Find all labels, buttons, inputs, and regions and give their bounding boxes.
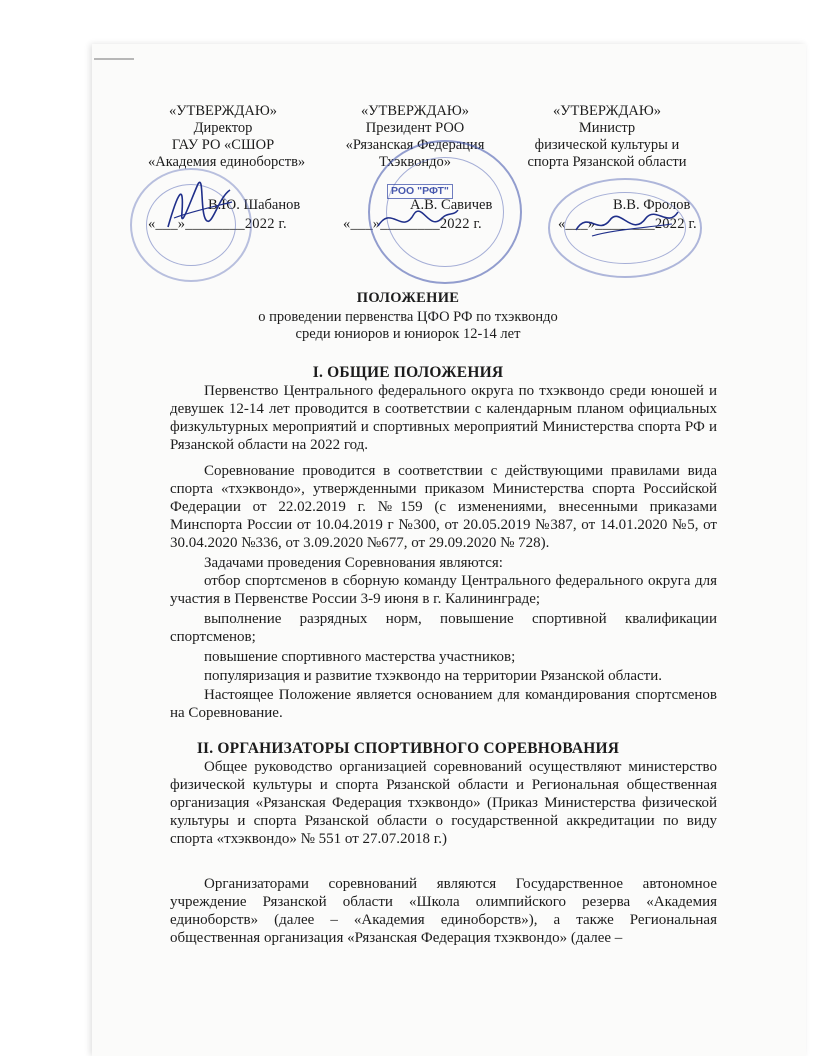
signer-name: В.Ю. Шабанов — [208, 197, 301, 213]
signature-right — [572, 200, 682, 246]
approval-organization: «Рязанская Федерация — [345, 137, 485, 153]
approval-organization-name: «Академия единоборств» — [148, 154, 306, 170]
signer-name: В.В. Фролов — [613, 197, 691, 213]
stamp-badge: РОО "РФТ" — [387, 184, 453, 199]
paragraph: Настоящее Положение является основанием для командирования спортсменов на Соревнование. — [170, 687, 717, 721]
list-item: повышение спортивного мастерства участников; — [204, 649, 516, 665]
signer-name: А.В. Савичев — [410, 197, 493, 213]
document-subtitle: среди юниоров и юниорок 12-14 лет — [295, 326, 521, 342]
paragraph: Организаторами соревнований являются Государственное автономное учреждение Рязанской области «Школа олимпийского резерва «Академия единоборств» (далее – «Академия единоборств»), а также Региональная общественная организация «Рязанская Федерация тхэквондо» (далее – — [170, 876, 717, 946]
paragraph: Общее руководство организацией соревнований осуществляют министерство физической культуры и спорта Рязанской области и Региональная общественная организация «Рязанская Федерация тхэквондо» (Приказ Министерства физической культуры и спорта Рязанской области о государственной аккредитации по виду спорта «тхэквондо» № 551 от 27.07.2018 г.) — [170, 759, 717, 847]
approval-minister — [512, 103, 702, 171]
approval-date: «___»________2022 г. — [148, 216, 287, 232]
approval-date: «___»________2022 г. — [558, 216, 697, 232]
approval-header: «УТВЕРЖДАЮ» — [553, 103, 661, 119]
approval-date: «___»________2022 г. — [343, 216, 482, 232]
approval-position: Директор — [193, 120, 253, 136]
paragraph: Задачами проведения Соревнования являются: — [204, 555, 503, 571]
list-item: популяризация и развитие тхэквондо на территории Рязанской области. — [204, 668, 662, 684]
approval-director — [148, 103, 306, 171]
approval-organization: ГАУ РО «СШОР — [171, 137, 275, 153]
signature-center — [372, 196, 462, 246]
scan-artifact — [94, 58, 134, 60]
list-item: выполнение разрядных норм, повышение спортивной квалификации спортсменов; — [170, 611, 717, 645]
approval-organization-name: спорта Рязанской области — [527, 154, 687, 170]
approval-position: Министр — [578, 120, 636, 136]
paragraph: Первенство Центрального федерального округа по тхэквондо среди юношей и девушек 12-14 лет проводится в соответствии с календарным планом официальных физкультурных мероприятий и спортивных мероприятий Министерства спорта РФ и Рязанской области на 2022 год. — [170, 383, 717, 453]
list-item: отбор спортсменов в сборную команду Центрального федерального округа для участия в Первенстве России 3-9 июня в г. Калининграде; — [170, 573, 717, 607]
signature-left — [160, 172, 240, 242]
paragraph: Соревнование проводится в соответствии с действующими правилами вида спорта «тхэквондо», утвержденными приказом Министерства спорта Российской Федерации от 22.02.2019 г. №159 (с изменениями, внесенными приказами Минспорта России от 10.04.2019 г №300, от 20.05.2019 №387, от 14.01.2020 №5, от 30.04.2020 №336, от 3.09.2020 №677, от 29.09.2020 № 728). — [170, 463, 717, 551]
approval-organization-name: Тхэквондо» — [378, 154, 452, 170]
approval-organization: физической культуры и — [534, 137, 680, 153]
section-heading: II. ОРГАНИЗАТОРЫ СПОРТИВНОГО СОРЕВНОВАНИЯ — [196, 740, 620, 757]
approval-position: Президент РОО — [365, 120, 465, 136]
document-subtitle: о проведении первенства ЦФО РФ по тхэквондо — [258, 309, 558, 325]
section-heading: I. ОБЩИЕ ПОЛОЖЕНИЯ — [312, 364, 504, 381]
approval-header: «УТВЕРЖДАЮ» — [361, 103, 469, 119]
document-title: ПОЛОЖЕНИЕ — [356, 290, 460, 306]
approval-header: «УТВЕРЖДАЮ» — [169, 103, 277, 119]
